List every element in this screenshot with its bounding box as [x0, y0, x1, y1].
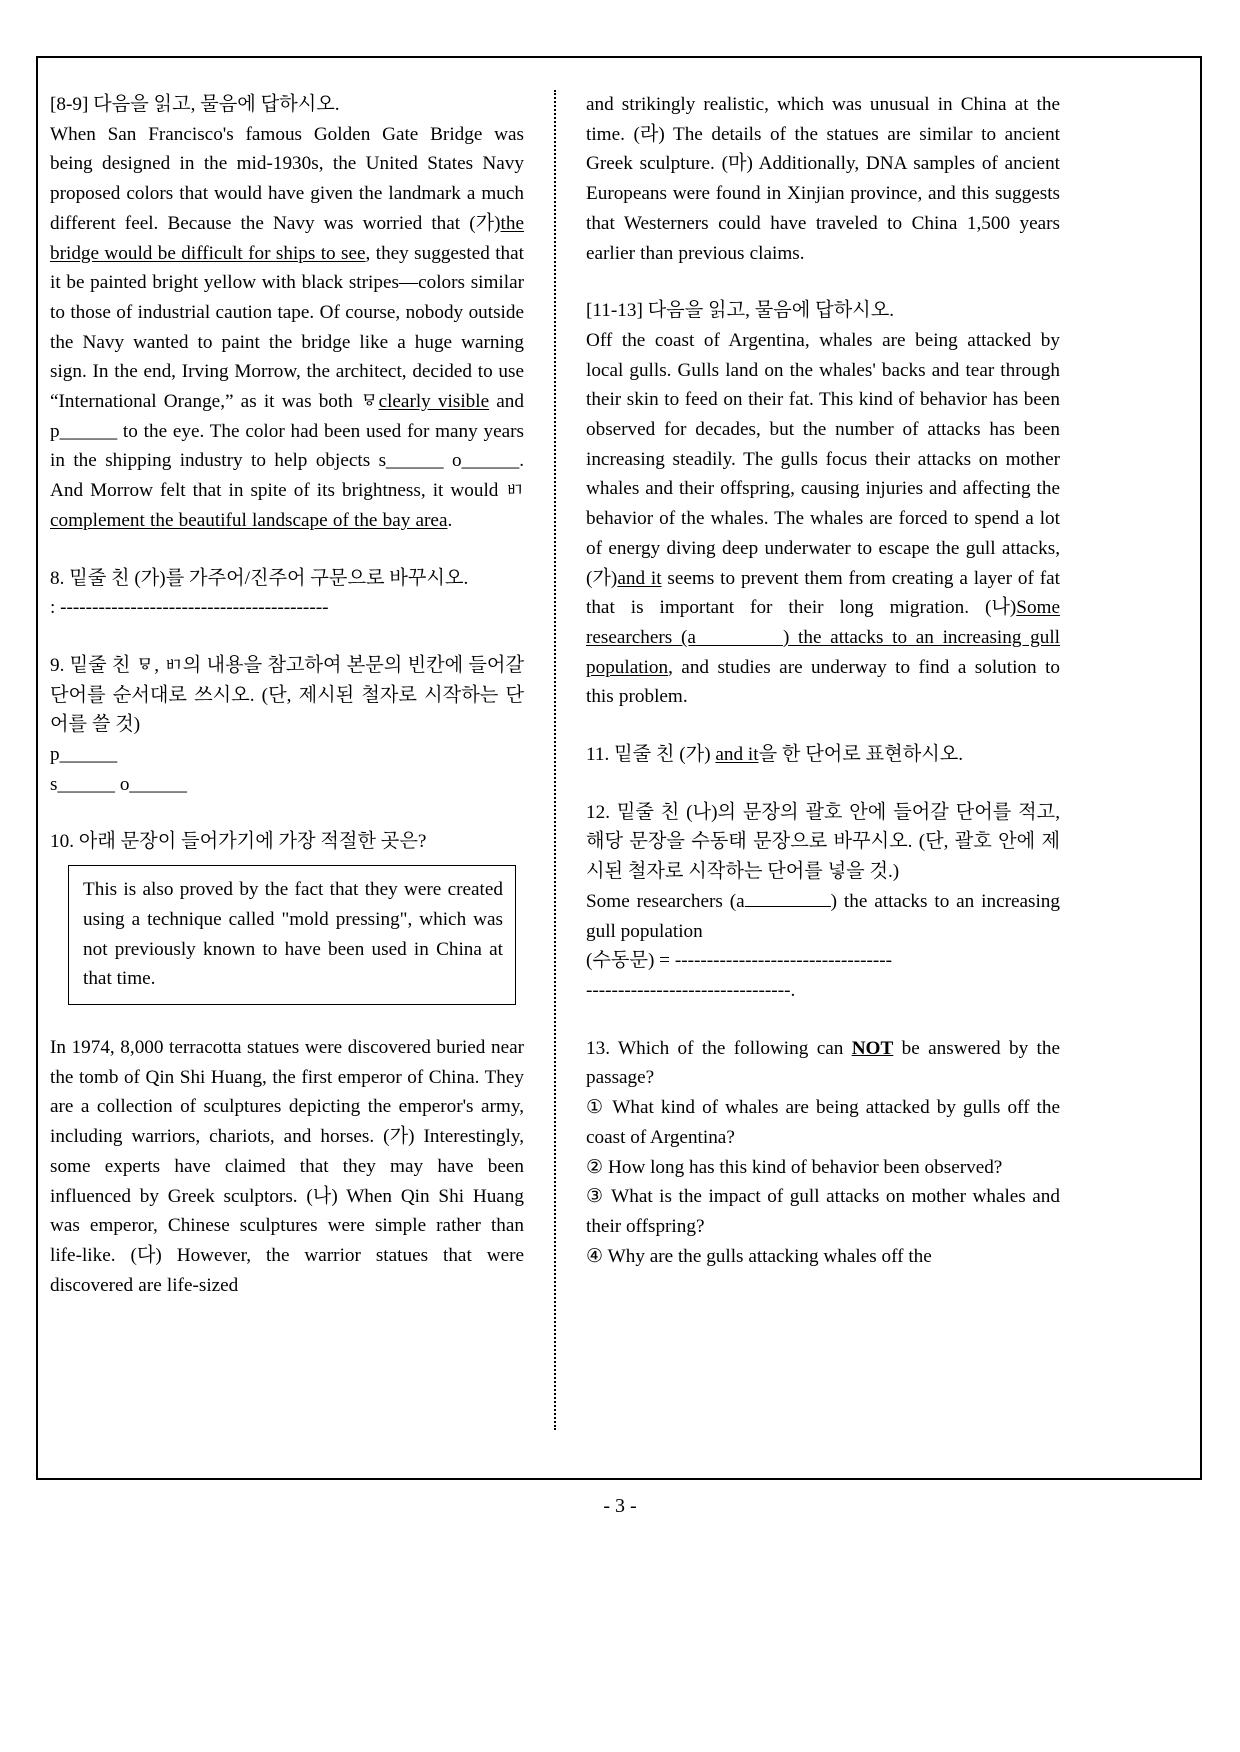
whales-part-2: seems to prevent them from creating a layer of fat that is important for their long migration. (나)	[586, 567, 1060, 619]
spacer	[50, 799, 524, 827]
question-12-sentence	[586, 887, 1060, 946]
question-8-prompt: 8. 밑줄 친 (가)를 가주어/진주어 구문으로 바꾸시오.	[50, 567, 469, 589]
question-13-part-1: 13. Which of the following can	[586, 1037, 852, 1059]
question-9-blank-2[interactable]: s______ o______	[50, 773, 187, 795]
underlined-phrase-a: clearly visible	[378, 391, 490, 413]
inline-blank-na[interactable]	[696, 627, 783, 648]
underlined-phrase-na-end: ) the attacks to an increasing gull population	[586, 626, 1060, 678]
question-13-option-3[interactable]: ③ What is the impact of gull attacks on mother whales and their offspring?	[586, 1186, 1060, 1237]
answer-dashes-1: ----------------------------------	[674, 950, 893, 972]
underlined-phrase-na-start: Some researchers (a	[586, 597, 1060, 648]
question-12-sentence-part-1: Some researchers (a	[586, 890, 745, 912]
underlined-phrase-ga-whales: and it	[617, 567, 662, 589]
page-number: - 3 -	[603, 1495, 637, 1517]
circled-marker-a: ㅱ	[360, 391, 379, 413]
spacer	[50, 536, 524, 564]
column-divider	[534, 90, 576, 1460]
question-9-blank-1[interactable]: p______	[50, 744, 118, 766]
passage-terracotta: In 1974, 8,000 terracotta statues were discovered buried near the tomb of Qin Shi Huang, the first emperor of China. They are a collection of sculptures depicting the emperor's army, including warriors, chariots, and horses. (가) Interestingly, some experts have claimed that they may have been influenced by Greek sculptors. (나) When Qin Shi Huang was emperor, Chinese sculptures were simple rather than life-like. (다) However, the warrior statues that were discovered are life-sized	[50, 1036, 524, 1296]
question-10-boxed-sentence: This is also proved by the fact that they were created using a technique called "mold pressing", which was not previously known to have been used in China at that time.	[68, 865, 516, 1005]
question-13-option-2[interactable]: ② How long has this kind of behavior been observed?	[586, 1156, 1003, 1178]
spacer	[586, 712, 1060, 740]
question-9-prompt: 9. 밑줄 친 ㅱ, ㅲ의 내용을 참고하여 본문의 빈칸에 들어갈 단어를 순서대로 쓰시오. (단, 제시된 철자로 시작하는 단어를 쓸 것)	[50, 654, 524, 736]
passage-part-1: When San Francisco's famous Golden Gate Bridge was being designed in the mid-1930s, the United States Navy proposed colors that would have given the landmark a much different feel. Because the Navy was worried that (가)	[50, 123, 524, 234]
section-heading-11-13: [11-13] 다음을 읽고, 물음에 답하시오.	[586, 300, 895, 322]
question-11-part-2: 을 한 단어로 표현하시오.	[758, 744, 964, 766]
question-12-passive-answer-line-1[interactable]	[586, 946, 1060, 976]
left-column	[50, 90, 534, 1460]
question-13-prompt	[586, 1034, 1060, 1093]
question-12-prompt: 12. 밑줄 친 (나)의 문장의 괄호 안에 들어갈 단어를 적고, 해당 문장을 수동태 문장으로 바꾸시오. (단, 괄호 안에 제시된 철자로 시작하는 단어를 넣을 것.)	[586, 801, 1060, 883]
spacer	[586, 268, 1060, 296]
question-11-part-1: 11. 밑줄 친 (가)	[586, 744, 716, 766]
passage-part-3: and p______ to the eye. The color had been used for many years in the shipping industry to help objects s______ o______. And Morrow felt that in spite of its brightness, it would	[50, 391, 524, 502]
question-13-option-4[interactable]: ④ Why are the gulls attacking whales off the	[586, 1245, 932, 1267]
question-8-answer-line[interactable]: : ------------------------------------------	[50, 597, 329, 619]
spacer	[586, 1006, 1060, 1034]
question-13-part-2: be answered by the passage?	[586, 1037, 1060, 1089]
passage-whales-gulls	[586, 326, 1060, 712]
spacer	[50, 623, 524, 651]
passage-golden-gate-bridge	[50, 120, 524, 536]
spacer	[50, 1005, 524, 1033]
question-12-passive-answer-line-2[interactable]: --------------------------------.	[586, 979, 796, 1001]
passage-terracotta-continued: and strikingly realistic, which was unusual in China at the time. (라) The details of the statues are similar to ancient Greek sculpture. (마) Additionally, DNA samples of ancient Europeans were found in Xinjian province, and this suggests that Westerners could have traveled to China 1,500 years earlier than previous claims.	[586, 94, 1060, 264]
passage-part-4: .	[447, 509, 453, 531]
question-11-prompt	[586, 740, 1060, 770]
whales-part-1: Off the coast of Argentina, whales are being attacked by local gulls. Gulls land on the whales' backs and tear through their skin to feed on their fat. This kind of behavior has been observed for decades, but the number of attacks has been increasing steadily. The gulls focus their attacks on mother whales and their offspring, causing injuries and affecting the behavior of the whales. The whales are forced to spend a lot of energy diving deep underwater to escape the gull attacks, (가)	[586, 329, 1060, 589]
right-column	[576, 90, 1060, 1460]
whales-part-3: , and studies are underway to find a solution to this problem.	[586, 656, 1060, 708]
question-13-not-emphasis: NOT	[851, 1037, 894, 1059]
question-12-inline-blank[interactable]	[745, 888, 831, 907]
question-13-option-1[interactable]: ① What kind of whales are being attacked by gulls off the coast of Argentina?	[586, 1097, 1060, 1148]
underlined-phrase-b: complement the beautiful landscape of the bay area	[50, 509, 448, 531]
spacer	[586, 770, 1060, 798]
passive-label: (수동문) =	[586, 950, 675, 972]
question-10-prompt: 10. 아래 문장이 들어가기에 가장 적절한 곳은?	[50, 831, 427, 853]
circled-marker-b: ㅲ	[505, 480, 524, 502]
page-content	[50, 90, 1190, 1460]
question-11-underlined-target: and it	[715, 744, 759, 766]
underlined-phrase-ga: the bridge would be difficult for ships to see	[50, 212, 524, 264]
passage-part-2: , they suggested that it be painted bright yellow with black stripes—colors similar to those of industrial caution tape. Of course, nobody outside the Navy wanted to paint the bridge like a huge warning sign. In the end, Irving Morrow, the architect, decided to use “International Orange,” as it was both	[50, 242, 524, 413]
divider-dotted-line	[554, 90, 556, 1430]
section-heading-8-9: [8-9] 다음을 읽고, 물음에 답하시오.	[50, 94, 340, 115]
question-12-sentence-part-2: ) the attacks to an increasing gull population	[586, 890, 1060, 942]
